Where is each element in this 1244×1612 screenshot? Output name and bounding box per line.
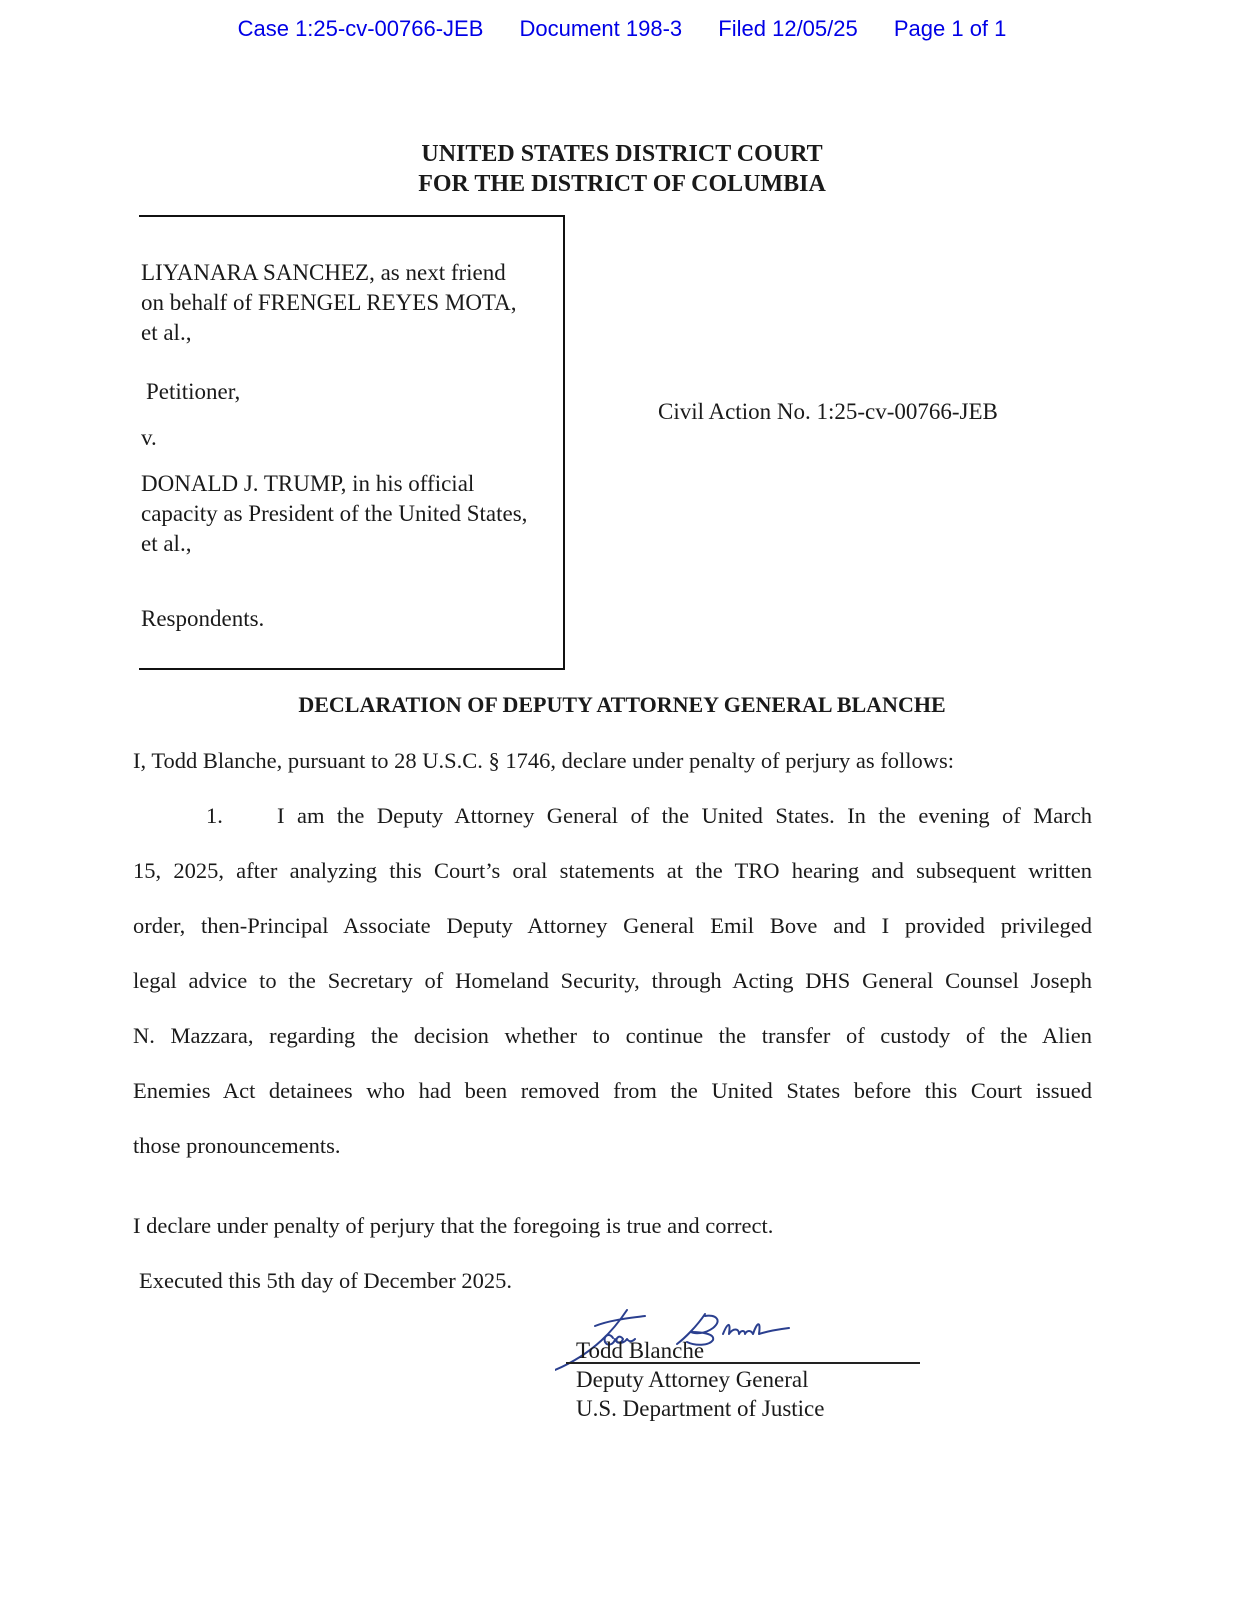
closing-statement: I declare under penalty of perjury that the foregoing is true and correct. (133, 1213, 774, 1238)
court-name: UNITED STATES DISTRICT COURT (421, 141, 823, 167)
case-number: Case 1:25-cv-00766-JEB (237, 16, 484, 41)
paragraph-line-3: order, then-Principal Associate Deputy Attorney General Emil Bove and I provided privileged (133, 913, 1092, 938)
petitioner-label: Petitioner, (146, 379, 241, 404)
respondent-label: Respondents. (141, 606, 265, 631)
paragraph-line-2: 15, 2025, after analyzing this Court’s oral statements at the TRO hearing and subsequent written (133, 858, 1092, 883)
civil-action-number: Civil Action No. 1:25-cv-00766-JEB (658, 399, 998, 424)
declaration-title: DECLARATION OF DEPUTY ATTORNEY GENERAL BLANCHE (298, 692, 946, 717)
paragraph-line-1: I am the Deputy Attorney General of the United States. In the evening of March (277, 803, 1092, 828)
paragraph-line-7: those pronouncements. (133, 1133, 341, 1158)
document-number: Document 198-3 (519, 16, 683, 41)
intro-statement: I, Todd Blanche, pursuant to 28 U.S.C. § 1746, declare under penalty of perjury as follows: (133, 748, 954, 773)
paragraph-line-4: legal advice to the Secretary of Homeland Security, through Acting DHS General Counsel Joseph (133, 968, 1092, 993)
paragraph-line-5: N. Mazzara, regarding the decision whether to continue the transfer of custody of the Alien (133, 1023, 1092, 1048)
signature-stroke (723, 1324, 789, 1334)
petitioner-line-3: et al., (141, 320, 192, 345)
petitioner-line-1: LIYANARA SANCHEZ, as next friend (141, 260, 506, 285)
respondent-line-1: DONALD J. TRUMP, in his official (141, 471, 475, 496)
page-indicator: Page 1 of 1 (893, 16, 1007, 41)
signer-department: U.S. Department of Justice (576, 1396, 825, 1421)
petitioner-line-2: on behalf of FRENGEL REYES MOTA, (141, 290, 517, 315)
respondent-line-2: capacity as President of the United States, (141, 501, 528, 526)
filing-header (0, 16, 1244, 42)
paragraph-number: 1. (206, 803, 223, 828)
versus: v. (141, 425, 157, 450)
signer-name: Todd Blanche (576, 1338, 705, 1363)
respondent-line-3: et al., (141, 531, 192, 556)
signer-title: Deputy Attorney General (576, 1367, 809, 1392)
court-heading (0, 139, 1244, 199)
court-district: FOR THE DISTRICT OF COLUMBIA (418, 171, 826, 197)
paragraph-line-6: Enemies Act detainees who had been removed from the United States before this Court issued (133, 1078, 1092, 1103)
filed-date: Filed 12/05/25 (718, 16, 858, 41)
execution-date: Executed this 5th day of December 2025. (139, 1268, 513, 1293)
